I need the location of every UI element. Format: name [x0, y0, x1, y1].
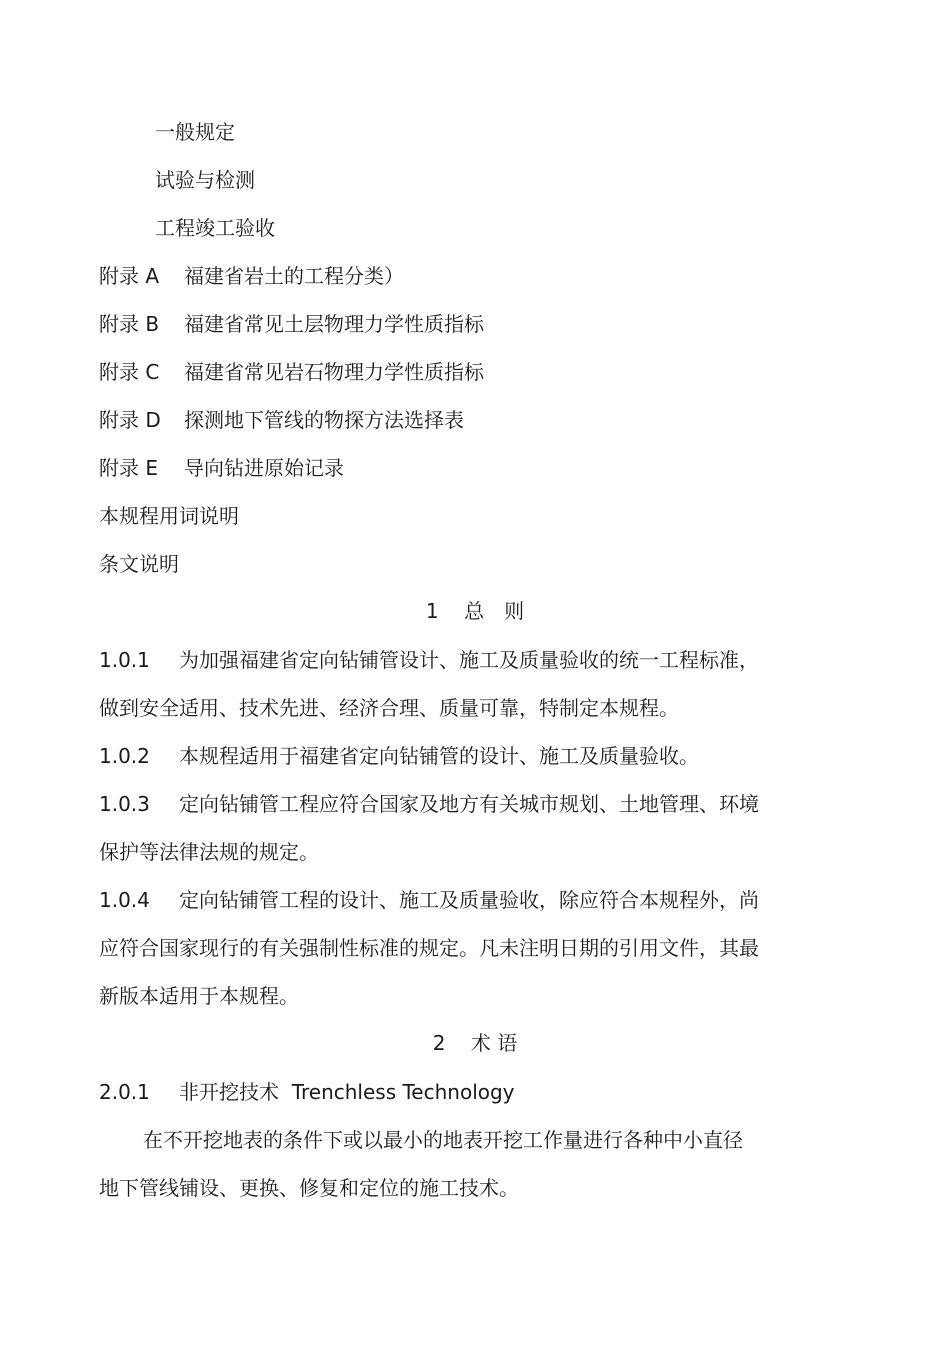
clause-1-0-4	[99, 886, 799, 914]
clause-number: 1.0.1	[99, 648, 150, 672]
toc-appendix-e[interactable]	[99, 454, 344, 482]
appendix-title: 导向钻进原始记录	[184, 456, 344, 480]
term-definition: 在不开挖地表的条件下或以最小的地表开挖工作量进行各种中小直径	[143, 1128, 743, 1152]
term-name-en: Trenchless Technology	[291, 1080, 515, 1104]
term-2-0-1	[99, 1078, 799, 1106]
chapter-number: 2	[432, 1031, 446, 1055]
toc-item-terms-usage[interactable]: 本规程用词说明	[99, 504, 239, 528]
clause-1-0-3	[99, 790, 799, 818]
toc-appendix-d[interactable]	[99, 406, 464, 434]
chapter-title: 总 则	[464, 599, 525, 623]
clause-1-0-2	[99, 742, 799, 770]
appendix-label: 附录 E	[99, 456, 158, 480]
clause-number: 2.0.1	[99, 1080, 150, 1104]
clause-number: 1.0.4	[99, 888, 150, 912]
appendix-label: 附录 A	[99, 264, 160, 288]
appendix-label: 附录 B	[99, 312, 160, 336]
appendix-title: 探测地下管线的物探方法选择表	[184, 408, 464, 432]
toc-item[interactable]: 试验与检测	[155, 168, 255, 192]
toc-appendix-b[interactable]	[99, 310, 484, 338]
toc-item-clause-notes[interactable]: 条文说明	[99, 552, 179, 576]
clause-text: 定向钻铺管工程应符合国家及地方有关城市规划、土地管理、环境	[179, 792, 759, 816]
appendix-title: 福建省岩土的工程分类）	[184, 264, 404, 288]
clause-number: 1.0.3	[99, 792, 150, 816]
toc-item[interactable]: 一般规定	[155, 120, 235, 144]
toc-appendix-a[interactable]	[99, 262, 404, 290]
term-definition-cont: 地下管线铺设、更换、修复和定位的施工技术。	[99, 1176, 519, 1200]
clause-text-cont: 应符合国家现行的有关强制性标准的规定。凡未注明日期的引用文件，其最	[99, 936, 759, 960]
clause-text: 本规程适用于福建省定向钻铺管的设计、施工及质量验收。	[179, 744, 699, 768]
clause-1-0-1	[99, 646, 799, 674]
appendix-title: 福建省常见土层物理力学性质指标	[184, 312, 484, 336]
toc-appendix-c[interactable]	[99, 358, 484, 386]
clause-text: 定向钻铺管工程的设计、施工及质量验收，除应符合本规程外，尚	[179, 888, 759, 912]
chapter-1-heading	[0, 597, 950, 625]
chapter-2-heading	[0, 1029, 950, 1057]
appendix-label: 附录 C	[99, 360, 160, 384]
clause-text: 为加强福建省定向钻铺管设计、施工及质量验收的统一工程标准，	[179, 648, 759, 672]
clause-text-cont: 保护等法律法规的规定。	[99, 840, 319, 864]
appendix-label: 附录 D	[99, 408, 161, 432]
chapter-number: 1	[425, 599, 439, 623]
clause-number: 1.0.2	[99, 744, 150, 768]
appendix-title: 福建省常见岩石物理力学性质指标	[184, 360, 484, 384]
chapter-title: 术 语	[470, 1031, 518, 1055]
toc-item[interactable]: 工程竣工验收	[155, 216, 275, 240]
term-name-cn: 非开挖技术	[179, 1080, 279, 1104]
clause-text-cont: 做到安全适用、技术先进、经济合理、质量可靠，特制定本规程。	[99, 696, 679, 720]
clause-text-cont: 新版本适用于本规程。	[99, 984, 299, 1008]
